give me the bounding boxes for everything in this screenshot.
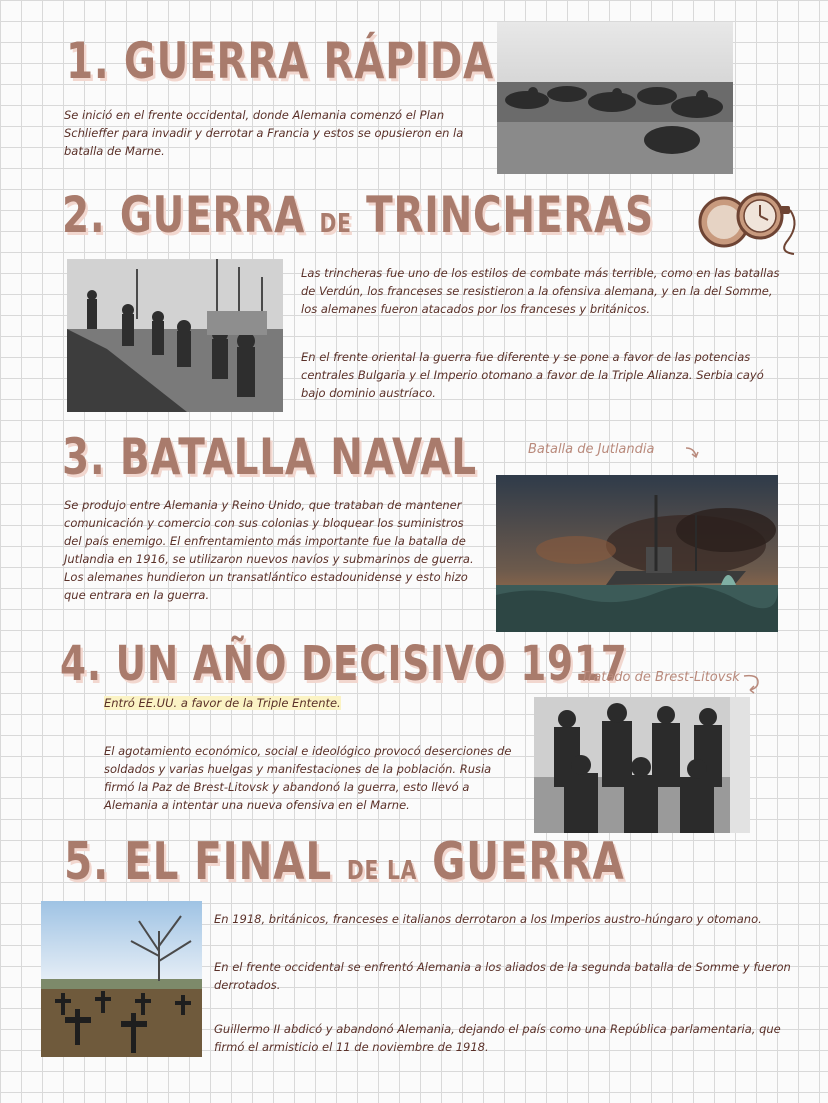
jutland-caption: Batalla de Jutlandia: [528, 442, 655, 457]
section-2-heading-part-c: TRINCHERAS: [366, 186, 654, 244]
section-3-text: Se produjo entre Alemania y Reino Unido, que trataban de mantener comunicación y comercio con sus colonias y bloquear los suministros del país enemigo. El enfrentamiento más importante fue la batalla de Jutlandia en 1916, se utilizaron nuevos navíos y submarinos de guerra. Los alemanes hundieron un transatlántico estadounidense y esto hizo que entrara en la guerra.: [64, 498, 474, 602]
section-4-heading: 4. UN AÑO DECISIVO 1917: [60, 636, 628, 692]
treaty-delegates-photo: [534, 697, 750, 833]
section-5-paragraph-2: En el frente occidental se enfrentó Alemania a los aliados de la segunda batalla de Somme y fueron derrotados.: [214, 960, 791, 992]
usa-highlight: Entró EE.UU. a favor de la Triple Entente.: [104, 696, 341, 710]
section-5-paragraph-1: En 1918, británicos, franceses e italianos derrotaron a los Imperios austro-húngaro y otomano.: [214, 912, 762, 926]
brest-litovsk-caption: Tratado de Brest-Litovsk: [581, 670, 740, 685]
caption-curved-arrow-icon: [742, 672, 764, 694]
section-2-heading: [62, 186, 654, 244]
pocket-watch-icon: [698, 188, 802, 258]
section-3-heading: 3. BATALLA NAVAL: [62, 428, 477, 486]
section-2-paragraph-2: En el frente oriental la guerra fue diferente y se pone a favor de las potencias centrales Bulgaria y el Imperio otomano a favor de la Triple Alianza. Serbia cayó bajo dominio austríaco.: [301, 350, 764, 400]
section-5-heading-part-c: GUERRA: [432, 832, 625, 892]
caption-arrow-icon: [684, 444, 700, 460]
war-cemetery-photo: [41, 901, 202, 1057]
section-1-heading: 1. GUERRA RÁPIDA: [66, 32, 495, 90]
naval-battle-painting: [496, 475, 778, 632]
trench-soldiers-photo: [67, 259, 283, 412]
section-1-text: Se inició en el frente occidental, donde Alemania comenzó el Plan Schlieffer para invadir y derrotar a Francia y estos se opusieron en la batalla de Marne.: [64, 108, 464, 158]
section-5-heading-part-a: 5. EL FINAL: [64, 832, 332, 892]
section-5-paragraph-3: Guillermo II abdicó y abandonó Alemania, dejando el país como una República parlamentaria, que firmó el armisticio el 11 de noviembre de 1918.: [214, 1022, 781, 1054]
section-5-heading: [64, 832, 625, 892]
soldiers-field-photo: [497, 22, 733, 174]
section-2-paragraph-1: Las trincheras fue uno de los estilos de combate más terrible, como en las batallas de Verdún, los franceses se resistieron a la ofensiva alemana, y en la del Somme, los alemanes fueron atacados por los franceses y británicos.: [301, 266, 780, 316]
section-4-paragraph-1: [104, 694, 524, 712]
section-2-heading-part-b: DE: [319, 209, 352, 239]
section-5-heading-part-b: DE LA: [346, 856, 418, 886]
section-4-paragraph-2: El agotamiento económico, social e ideológico provocó deserciones de soldados y varias huelgas y manifestaciones de la población. Rusia firmó la Paz de Brest-Litovsk y abandonó la guerra, esto llevó a Alemania a intentar una nueva ofensiva en el Marne.: [104, 744, 512, 812]
section-2-heading-part-a: 2. GUERRA: [62, 186, 306, 244]
